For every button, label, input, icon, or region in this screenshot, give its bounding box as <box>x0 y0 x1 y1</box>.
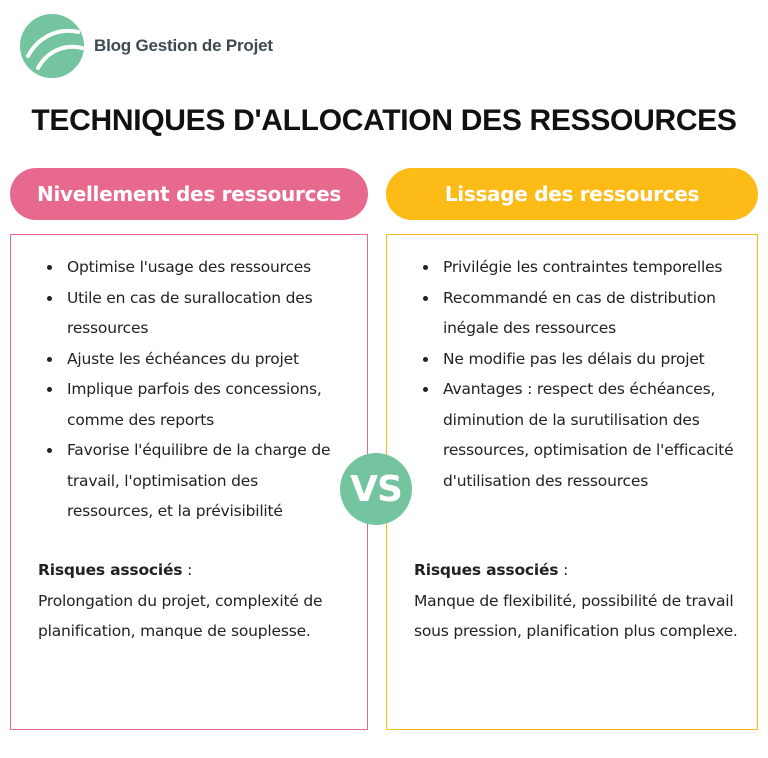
right-risks <box>414 555 749 647</box>
list-item: Privilégie les contraintes temporelles <box>421 252 751 283</box>
list-item: Ajuste les échéances du projet <box>45 344 345 375</box>
list-item: Recommandé en cas de distribution inégale des ressources <box>421 283 751 344</box>
vs-badge: VS <box>340 453 412 525</box>
page-title: TECHNIQUES D'ALLOCATION DES RESSOURCES <box>31 104 737 137</box>
list-item: Avantages : respect des échéances, diminution de la surutilisation des ressources, optimisation de l'efficacité d'utilisation des ressources <box>421 374 751 496</box>
risks-text: Manque de flexibilité, possibilité de travail sous pression, planification plus complexe. <box>414 591 738 640</box>
list-item: Optimise l'usage des ressources <box>45 252 345 283</box>
left-risks <box>38 555 358 647</box>
list-item: Favorise l'équilibre de la charge de travail, l'optimisation des ressources, et la prévisibilité <box>45 435 345 527</box>
left-heading-pill: Nivellement des ressources <box>10 168 368 220</box>
list-item: Ne modifie pas les délais du projet <box>421 344 751 375</box>
list-item: Implique parfois des concessions, comme des reports <box>45 374 345 435</box>
risks-label: Risques associés <box>414 561 559 579</box>
leaf-logo-icon <box>18 12 90 80</box>
right-heading-pill: Lissage des ressources <box>386 168 758 220</box>
right-card <box>386 234 758 730</box>
risks-text: Prolongation du projet, complexité de planification, manque de souplesse. <box>38 591 323 640</box>
brand-name: Blog Gestion de Projet <box>94 36 273 55</box>
left-bullet-list <box>45 252 345 527</box>
risks-separator: : <box>182 561 193 579</box>
right-bullet-list <box>421 252 751 496</box>
left-card <box>10 234 368 730</box>
risks-separator: : <box>558 561 569 579</box>
list-item: Utile en cas de surallocation des ressources <box>45 283 345 344</box>
risks-label: Risques associés <box>38 561 183 579</box>
brand-header <box>18 12 273 80</box>
